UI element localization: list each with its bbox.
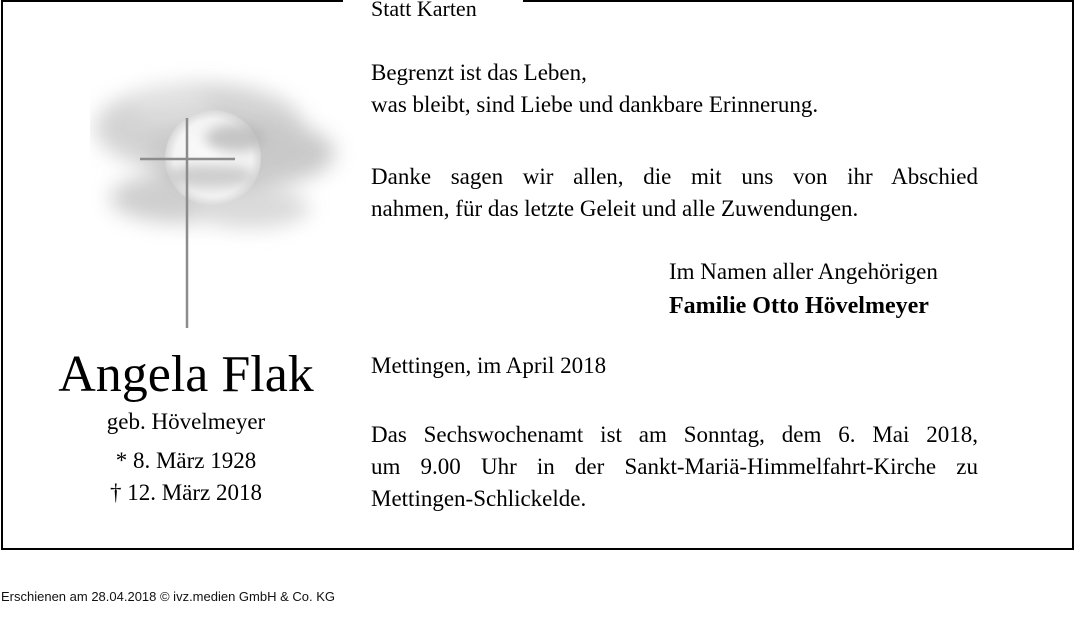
- verse: [371, 57, 971, 121]
- verse-line-2: was bleibt, sind Liebe und dankbare Erinnerung.: [371, 92, 819, 117]
- service-paragraph: [371, 419, 978, 515]
- cross-moon-clouds-icon: [90, 58, 360, 333]
- birth-name: geb. Hövelmeyer: [106, 409, 266, 434]
- service-line-1: Das Sechswochenamt ist am Sonntag, dem 6. Mai 2018,: [371, 422, 978, 447]
- verse-line-1: Begrenzt ist das Leben,: [371, 60, 587, 85]
- life-dates: [40, 445, 332, 509]
- birth-date: * 8. März 1928: [115, 448, 257, 473]
- deceased-block: [40, 345, 332, 509]
- deceased-name: Angela Flak: [58, 346, 314, 403]
- publication-footer: Erschienen am 28.04.2018 © ivz.medien GmbH & Co. KG: [1, 589, 336, 604]
- thanks-line-1: Danke sagen wir allen, die mit uns von ihr Abschied: [371, 164, 978, 189]
- signature: [669, 255, 938, 323]
- service-line-2: um 9.00 Uhr in der Sankt-Mariä-Himmelfahrt-Kirche zu: [371, 454, 978, 479]
- signature-line: Im Namen aller Angehörigen: [669, 259, 938, 284]
- place-date: Mettingen, im April 2018: [371, 353, 607, 378]
- thanks-paragraph: [371, 161, 978, 225]
- thanks-line-2: nahmen, für das letzte Geleit und alle Zuwendungen.: [371, 196, 859, 221]
- death-date: † 12. März 2018: [109, 480, 263, 505]
- header-label: Statt Karten: [371, 0, 477, 21]
- service-line-3: Mettingen-Schlickelde.: [371, 486, 587, 511]
- family-name: Familie Otto Hövelmeyer: [669, 293, 929, 319]
